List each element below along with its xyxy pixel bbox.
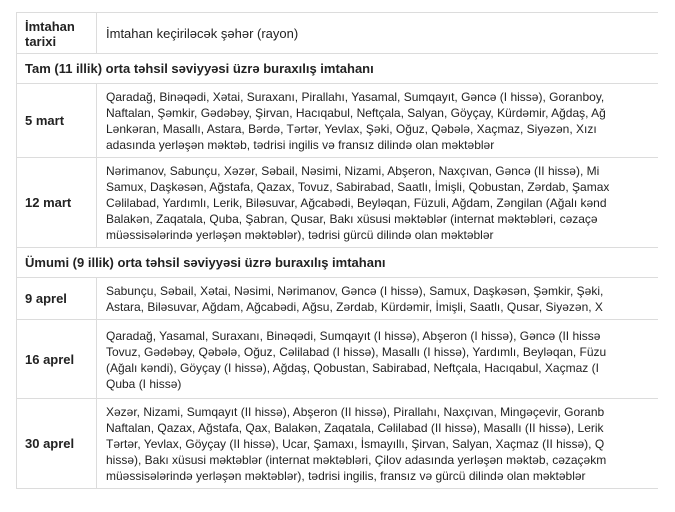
cities-line: Balakən, Zaqatala, Quba, Şabran, Qusar, Bakı xüsusi məktəblər (internat məktəbləri, cəzaçə — [106, 212, 598, 226]
cities-line: hissə), Bakı xüsusi məktəblər (internat məktəbləri, Çilov adasında yerləşən məktəb, cəzaçəkm — [106, 453, 607, 467]
exam-cities — [97, 399, 659, 489]
cities-line: Qaradağ, Yasamal, Suraxanı, Binəqədi, Sumqayıt (I hissə), Abşeron (I hissə), Gəncə (II hissə — [106, 328, 601, 343]
table-header-row — [17, 13, 659, 54]
cities-line: Tərtər, Yevlax, Göyçay (II hissə), Ucar, Şamaxı, İsmayıllı, Şirvan, Salyan, Xaçmaz (II hissə), Q — [106, 437, 605, 451]
cities-line: Lənkəran, Masallı, Astara, Bərdə, Tərtər, Yevlax, Şəki, Oğuz, Qəbələ, Xaçmaz, Siyəzən, Xızı — [106, 122, 597, 136]
exam-date: 5 mart — [17, 84, 97, 158]
cities-line: Nərimanov, Sabunçu, Xəzər, Səbail, Nəsimi, Nizami, Abşeron, Naxçıvan, Gəncə (II hissə), Mi — [106, 164, 600, 178]
cities-line: müəssisələrində yerləşən məktəblər), tədrisi gürcü dilində olan məktəblər — [106, 228, 494, 242]
date-column-header-line: İmtahan — [25, 18, 75, 34]
section-row-full-secondary — [17, 54, 659, 84]
exam-date: 9 aprel — [17, 278, 97, 320]
cities-line: Qaradağ, Binəqədi, Xətai, Suraxanı, Pirallahı, Yasamal, Sumqayıt, Gəncə (I hissə), Goranboy, — [106, 90, 605, 104]
city-column-header: İmtahan keçiriləcək şəhər (rayon) — [97, 13, 659, 54]
exam-date: 30 aprel — [17, 399, 97, 489]
table-row — [17, 320, 659, 399]
exam-date: 12 mart — [17, 158, 97, 248]
cities-line: Quba (I hissə) — [106, 376, 182, 391]
cities-line: Samux, Daşkəsən, Ağstafa, Qazax, Tovuz, Sabirabad, Saatlı, İmişli, Qobustan, Zərdab, Şamax — [106, 180, 610, 194]
exam-cities — [97, 158, 659, 248]
exam-date: 16 aprel — [17, 320, 97, 399]
section-title: Tam (11 illik) orta təhsil səviyyəsi üzrə buraxılış imtahanı — [17, 54, 659, 84]
cities-line: Cəlilabad, Yardımlı, Lerik, Biləsuvar, Ağcabədi, Beyləqan, Füzuli, Ağdam, Zəngilan (Ağalı kənd — [106, 196, 607, 210]
date-column-header — [17, 13, 97, 54]
section-title: Ümumi (9 illik) orta təhsil səviyyəsi üzrə buraxılış imtahanı — [17, 248, 659, 278]
cities-line: müəssisələrində yerləşən məktəblər), tədrisi ingilis, fransız və gürcü dilində olan məktəblər — [106, 469, 586, 483]
exam-cities — [97, 84, 659, 158]
exam-cities — [97, 320, 659, 399]
cities-line: Naftalan, Qazax, Ağstafa, Qax, Balakən, Zaqatala, Cəlilabad (II hissə), Masallı (II hissə), Lerik — [106, 421, 604, 435]
cities-line: Naftalan, Şəmkir, Gədəbəy, Şirvan, Hacıqabul, Neftçala, Salyan, Göyçay, Kürdəmir, Ağdaş, Ağ — [106, 106, 606, 120]
table-row — [17, 399, 659, 489]
date-column-header-line: tarixi — [25, 33, 57, 49]
exam-schedule-table — [16, 12, 658, 489]
section-row-general-secondary — [17, 248, 659, 278]
cities-line: Xəzər, Nizami, Sumqayıt (II hissə), Abşeron (II hissə), Pirallahı, Naxçıvan, Mingəçevir, Goranb — [106, 405, 605, 419]
table-row — [17, 278, 659, 320]
cities-line: Tovuz, Gədəbəy, Qəbələ, Oğuz, Cəlilabad (I hissə), Masallı (I hissə), Yardımlı, Beyləqan, Füzu — [106, 344, 607, 359]
exam-schedule-container — [16, 12, 658, 489]
cities-line: (Ağalı kəndi), Göyçay (I hissə), Ağdaş, Qobustan, Sabirabad, Neftçala, Hacıqabul, Xaçmaz (I — [106, 360, 599, 375]
cities-line: adasında yerləşən məktəb, tədrisi ingilis və fransız dilində olan məktəblər — [106, 138, 495, 152]
cities-line: Sabunçu, Səbail, Xətai, Nəsimi, Nərimanov, Gəncə (I hissə), Samux, Daşkəsən, Şəmkir, Şəki, — [106, 284, 604, 298]
exam-cities — [97, 278, 659, 320]
table-row — [17, 158, 659, 248]
table-row — [17, 84, 659, 158]
cities-line: Astara, Biləsuvar, Ağdam, Ağcabədi, Ağsu, Zərdab, Kürdəmir, İmişli, Saatlı, Qusar, Siyəzən, X — [106, 300, 603, 314]
